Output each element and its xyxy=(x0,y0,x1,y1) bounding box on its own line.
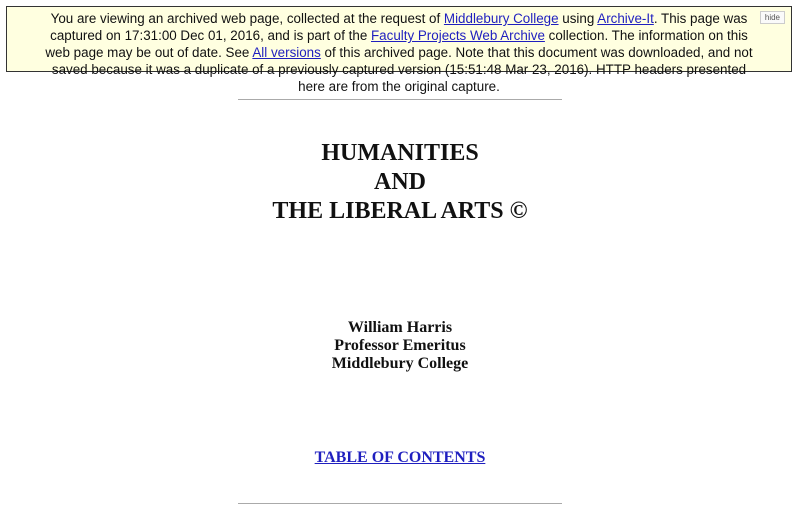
collection-link[interactable]: Faculty Projects Web Archive xyxy=(371,28,545,43)
table-of-contents-link[interactable]: TABLE OF CONTENTS xyxy=(314,449,486,466)
author-title: Professor Emeritus xyxy=(334,337,466,354)
horizontal-rule-bottom xyxy=(238,503,562,504)
institution-link[interactable]: Middlebury College xyxy=(443,11,559,26)
banner-text: . This page was captured on 17:31:00 Dec 01, 2016, and is part of the xyxy=(50,11,748,43)
hide-banner-button[interactable]: hide xyxy=(760,11,785,24)
author-institution: Middlebury College xyxy=(331,355,469,372)
title-line: THE LIBERAL ARTS © xyxy=(272,198,528,224)
author-name: William Harris xyxy=(347,319,453,336)
banner-text: of this archived page. Note that this document was downloaded, and not saved because it was a duplicate of a previously captured version (15:51:48 Mar 23, 2016). HTTP headers presented here are from the original capture. xyxy=(51,45,753,94)
banner-text: collection. The information on this web page may be out of date. See xyxy=(45,28,748,60)
title-line: AND xyxy=(374,169,426,195)
toc-container xyxy=(0,449,800,467)
page-title xyxy=(0,139,800,226)
banner-text: You are viewing an archived web page, collected at the request of xyxy=(50,11,444,26)
archive-it-link[interactable]: Archive-It xyxy=(597,11,654,26)
author-block xyxy=(0,319,800,373)
horizontal-rule-top xyxy=(238,99,562,100)
banner-text: using xyxy=(558,11,598,26)
archive-banner xyxy=(6,6,792,94)
title-line: HUMANITIES xyxy=(321,140,479,166)
all-versions-link[interactable]: All versions xyxy=(252,45,321,60)
